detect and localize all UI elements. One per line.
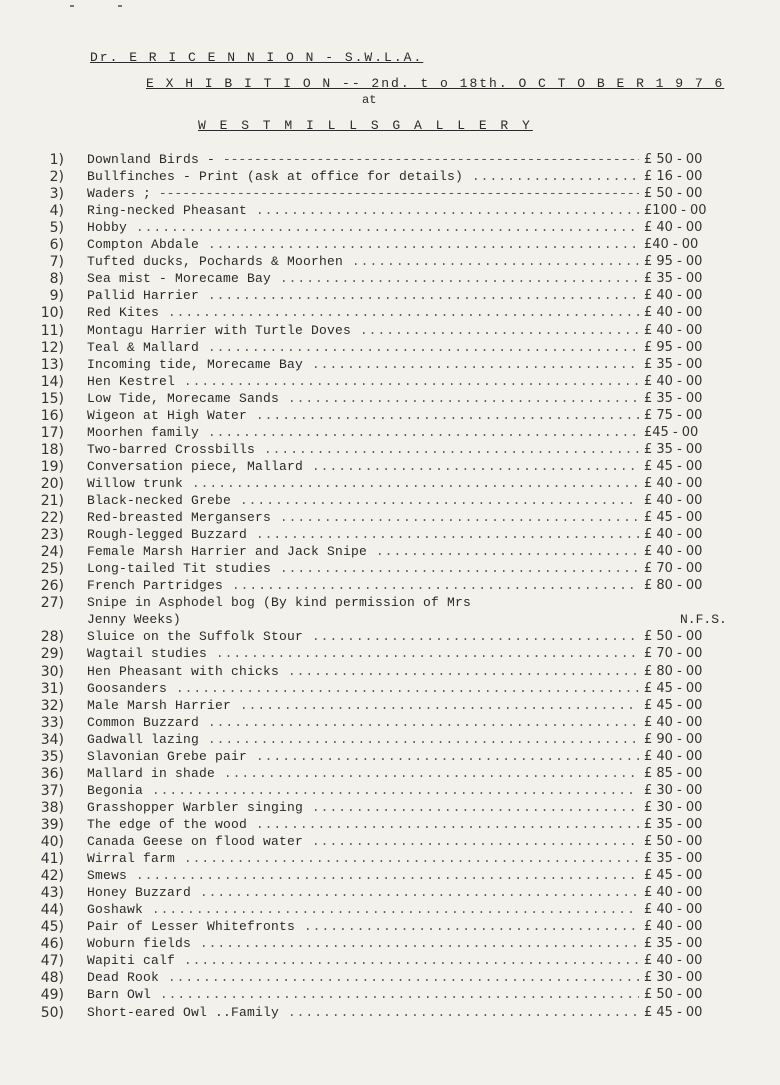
list-item <box>0 237 780 254</box>
item-price: £ 95 - 00 <box>644 254 703 270</box>
list-item <box>0 288 780 305</box>
item-price: £ 75 - 00 <box>644 407 703 423</box>
item-number: 39) <box>40 816 64 833</box>
item-number: 43) <box>40 885 64 902</box>
item-title: Downland Birds - ----- <box>87 152 639 167</box>
list-item <box>0 902 780 919</box>
item-title: Pallid Harrier ..... <box>87 288 639 303</box>
item-price: £ 95 - 00 <box>644 339 703 355</box>
item-title: Incoming tide, Morecame Bay ..... <box>87 357 639 372</box>
item-number: 29) <box>40 646 64 663</box>
list-item <box>0 510 780 527</box>
list-item <box>0 425 780 442</box>
item-number: 2) <box>49 169 64 186</box>
item-title: Common Buzzard ..... <box>87 715 639 730</box>
item-title: Grasshopper Warbler singing ..... <box>87 800 639 815</box>
item-price: £ 50 - 00 <box>644 834 703 849</box>
item-title: Smews ..... <box>87 868 639 883</box>
item-title: Hen Kestrel ..... <box>87 374 639 389</box>
item-number: 11) <box>40 322 64 339</box>
list-item <box>0 374 780 391</box>
item-price: £ 35 - 00 <box>644 441 703 457</box>
item-title: Barn Owl ..... <box>87 987 639 1002</box>
list-item <box>0 629 780 646</box>
list-item <box>0 271 780 288</box>
item-price: £ 35 - 00 <box>644 271 703 287</box>
item-title: Slavonian Grebe pair ..... <box>87 749 639 764</box>
item-number: 27) <box>40 595 64 612</box>
item-title: Montagu Harrier with Turtle Doves ..... <box>87 323 639 338</box>
list-item <box>0 254 780 271</box>
item-number: 40) <box>40 834 64 850</box>
item-price: £ 50 - 00 <box>644 152 703 167</box>
item-price: £ 40 - 00 <box>644 544 703 560</box>
item-price: £ 40 - 00 <box>644 885 703 901</box>
list-item <box>0 169 780 186</box>
list-item <box>0 152 780 169</box>
item-number: 45) <box>40 919 64 936</box>
item-title: Sea mist - Morecame Bay ..... <box>87 271 639 286</box>
item-price: £ 16 - 00 <box>644 169 703 185</box>
item-price: £ 40 - 00 <box>644 527 703 543</box>
list-item <box>0 868 780 885</box>
item-number: 6) <box>49 237 64 254</box>
item-number: 9) <box>49 288 64 305</box>
list-item <box>0 391 780 408</box>
item-title: Teal & Mallard ..... <box>87 340 639 355</box>
item-title: The edge of the wood ..... <box>87 817 639 832</box>
item-price: £ 45 - 00 <box>644 868 703 884</box>
item-price: £ 35 - 00 <box>644 936 703 952</box>
list-item <box>0 970 780 987</box>
paper-speck <box>70 5 74 7</box>
item-number: 1) <box>49 152 64 168</box>
exhibition-dates: E X H I B I T I O N -- 2nd. t o 18th. O C T O B E R 1 9 7 6 <box>146 76 725 91</box>
item-title: Wigeon at High Water ..... <box>87 408 639 423</box>
item-number: 21) <box>40 493 64 509</box>
list-item <box>0 357 780 374</box>
item-number: 46) <box>40 936 64 953</box>
item-number: 44) <box>40 902 64 919</box>
list-item <box>0 493 780 510</box>
item-price: £ 40 - 00 <box>644 475 703 491</box>
item-title: Snipe in Asphodel bog (By kind permission of Mrs <box>87 595 472 611</box>
item-price: £ 40 - 00 <box>644 714 703 730</box>
item-price: £ 40 - 00 <box>644 288 703 304</box>
list-item <box>0 817 780 834</box>
item-title: Conversation piece, Mallard ..... <box>87 459 639 474</box>
item-number: 41) <box>40 851 64 868</box>
item-number: 26) <box>40 578 64 595</box>
list-item <box>0 749 780 766</box>
list-item <box>0 800 780 817</box>
item-title: Dead Rook ..... <box>87 970 639 985</box>
item-number: 33) <box>40 714 64 731</box>
gallery-name: W E S T M I L L S G A L L E R Y <box>198 118 533 133</box>
item-price: £ 35 - 00 <box>644 851 703 867</box>
item-number: 47) <box>40 953 64 970</box>
item-price: £ 90 - 00 <box>644 731 703 747</box>
list-item <box>0 476 780 493</box>
item-price: £ 70 - 00 <box>644 646 703 662</box>
item-price: £ 45 - 00 <box>644 458 703 474</box>
item-number: 22) <box>40 510 64 527</box>
item-number: 34) <box>40 731 64 748</box>
list-item <box>0 715 780 732</box>
item-title: Goshawk ..... <box>87 902 639 917</box>
list-item <box>0 732 780 749</box>
list-item <box>0 323 780 340</box>
item-number: 10) <box>40 305 64 322</box>
item-title: Woburn fields ..... <box>87 936 639 951</box>
item-number: 38) <box>40 799 64 816</box>
item-number: 4) <box>49 203 64 220</box>
item-title: Willow trunk ..... <box>87 476 639 491</box>
item-number: 28) <box>40 629 64 646</box>
list-item <box>0 953 780 970</box>
item-title: Wapiti calf ..... <box>87 953 639 968</box>
item-number: 24) <box>40 544 64 561</box>
item-price: £ 40 - 00 <box>644 493 703 508</box>
item-number: 36) <box>40 765 64 782</box>
artist-name: Dr. E R I C E N N I O N - S.W.L.A. <box>90 50 424 65</box>
item-number: 7) <box>49 254 64 271</box>
list-item <box>0 305 780 322</box>
item-title: Short-eared Owl ..Family ..... <box>87 1005 639 1020</box>
item-price: £ 50 - 00 <box>644 987 703 1003</box>
item-title: Begonia ..... <box>87 783 639 798</box>
item-title: Mallard in shade ..... <box>87 766 639 781</box>
item-price: £ 40 - 00 <box>644 220 703 236</box>
list-item <box>0 459 780 476</box>
item-price: £40 - 00 <box>644 237 699 253</box>
item-title: Rough-legged Buzzard ..... <box>87 527 639 542</box>
list-item <box>0 646 780 663</box>
list-item <box>0 1005 780 1022</box>
item-price: £ 85 - 00 <box>644 765 703 781</box>
item-number: 3) <box>49 186 64 203</box>
item-number: 8) <box>49 271 64 288</box>
list-item <box>0 664 780 681</box>
item-title: Red Kites ..... <box>87 305 639 320</box>
item-title: Tufted ducks, Pochards & Moorhen ..... <box>87 254 639 269</box>
item-title: Black-necked Grebe ..... <box>87 493 639 508</box>
item-title: Low Tide, Morecame Sands ..... <box>87 391 639 406</box>
item-number: 23) <box>40 527 64 544</box>
item-price: £ 80 - 00 <box>644 663 703 679</box>
item-number: 25) <box>40 561 64 578</box>
item-price: £ 40 - 00 <box>644 322 703 338</box>
item-title-continued: Jenny Weeks) <box>87 612 181 628</box>
list-item <box>0 408 780 425</box>
list-item <box>0 203 780 220</box>
item-price: £ 40 - 00 <box>644 902 703 918</box>
list-item <box>0 442 780 459</box>
item-title: Compton Abdale ..... <box>87 237 639 252</box>
item-title: Male Marsh Harrier ..... <box>87 698 639 713</box>
item-title: Ring-necked Pheasant ..... <box>87 203 639 218</box>
at-label: at <box>362 93 377 107</box>
item-number: 31) <box>40 680 64 697</box>
list-item <box>0 340 780 357</box>
item-number: 20) <box>40 475 64 492</box>
list-item <box>0 681 780 698</box>
item-number: 5) <box>49 220 64 237</box>
item-number: 18) <box>40 441 64 458</box>
item-price: £ 30 - 00 <box>644 799 703 815</box>
item-price: £ 70 - 00 <box>644 561 703 577</box>
item-title: Hobby ..... <box>87 220 639 235</box>
item-price: £ 40 - 00 <box>644 373 703 389</box>
item-title: Bullfinches - Print (ask at office for details) ..... <box>87 169 639 184</box>
item-number: 50) <box>40 1004 64 1021</box>
list-item <box>0 834 780 851</box>
list-item <box>0 698 780 715</box>
item-number: 19) <box>40 458 64 475</box>
list-item <box>0 783 780 800</box>
item-title: Wirral farm ..... <box>87 851 639 866</box>
item-number: 30) <box>40 663 64 680</box>
list-item <box>0 936 780 953</box>
list-item <box>0 561 780 578</box>
item-title: Pair of Lesser Whitefronts ..... <box>87 919 639 934</box>
item-price: N.F.S. <box>680 612 727 628</box>
item-price: £ 45 - 00 <box>644 1004 703 1020</box>
item-number: 37) <box>40 782 64 799</box>
item-title: Moorhen family ..... <box>87 425 639 440</box>
item-price: £ 40 - 00 <box>644 305 703 321</box>
list-item <box>0 987 780 1004</box>
item-price: £ 50 - 00 <box>644 186 703 202</box>
item-price: £ 45 - 00 <box>644 510 703 526</box>
item-title: Two-barred Crossbills ..... <box>87 442 639 457</box>
item-price: £ 30 - 00 <box>644 970 703 986</box>
list-item <box>0 186 780 203</box>
item-title: Red-breasted Mergansers ..... <box>87 510 639 525</box>
item-price: £45 - 00 <box>644 424 699 440</box>
item-price: £ 50 - 00 <box>644 629 703 645</box>
item-number: 17) <box>40 424 64 441</box>
item-number: 16) <box>40 407 64 424</box>
item-number: 49) <box>40 987 64 1004</box>
list-item <box>0 595 780 628</box>
list-item <box>0 220 780 237</box>
list-item <box>0 544 780 561</box>
item-title: French Partridges ..... <box>87 578 639 593</box>
item-number: 42) <box>40 868 64 885</box>
item-title: Hen Pheasant with chicks ..... <box>87 664 639 679</box>
item-price: £ 35 - 00 <box>644 390 703 406</box>
list-item <box>0 919 780 936</box>
item-number: 14) <box>40 373 64 390</box>
item-number: 35) <box>40 748 64 765</box>
paper-speck <box>118 5 122 7</box>
item-price: £ 45 - 00 <box>644 697 703 713</box>
item-title: Female Marsh Harrier and Jack Snipe ..... <box>87 544 639 559</box>
item-price: £100 - 00 <box>644 203 707 219</box>
item-price: £ 80 - 00 <box>644 578 703 594</box>
item-number: 12) <box>40 339 64 356</box>
item-price: £ 40 - 00 <box>644 919 703 935</box>
item-price: £ 35 - 00 <box>644 356 703 372</box>
item-number: 13) <box>40 356 64 373</box>
item-title: Waders ; ----- <box>87 186 639 201</box>
item-title: Honey Buzzard ..... <box>87 885 639 900</box>
list-item <box>0 578 780 595</box>
list-item <box>0 885 780 902</box>
item-price: £ 40 - 00 <box>644 953 703 969</box>
item-price: £ 35 - 00 <box>644 816 703 832</box>
item-title: Canada Geese on flood water ..... <box>87 834 639 849</box>
item-title: Sluice on the Suffolk Stour ..... <box>87 629 639 644</box>
item-title: Wagtail studies ..... <box>87 646 639 661</box>
item-number: 15) <box>40 390 64 407</box>
list-item <box>0 851 780 868</box>
list-item <box>0 527 780 544</box>
item-title: Goosanders ..... <box>87 681 639 696</box>
item-title: Gadwall lazing ..... <box>87 732 639 747</box>
item-price: £ 40 - 00 <box>644 748 703 764</box>
item-number: 48) <box>40 970 64 987</box>
item-price: £ 45 - 00 <box>644 680 703 696</box>
item-price: £ 30 - 00 <box>644 782 703 798</box>
item-number: 32) <box>40 697 64 714</box>
item-title: Long-tailed Tit studies ..... <box>87 561 639 576</box>
list-item <box>0 766 780 783</box>
